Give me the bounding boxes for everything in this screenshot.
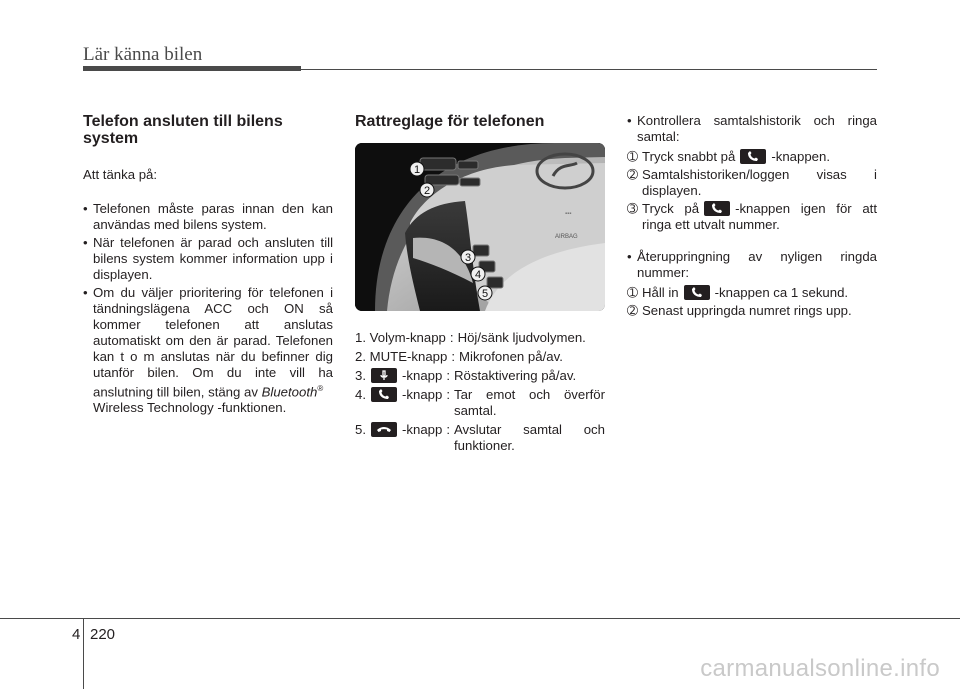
callout-3: 3: [464, 252, 472, 264]
callout-5: 5: [481, 288, 489, 300]
notes-list: [83, 201, 333, 416]
step-item: ➂ Tryck på -knappen igen för att ringa ett utvalt nummer.: [627, 201, 877, 232]
call-icon: [684, 285, 710, 300]
redial-steps: [627, 285, 877, 319]
steering-wheel-figure: [355, 143, 605, 311]
bluetooth-word: Bluetooth: [261, 384, 318, 400]
step-item: ➀ Håll in -knappen ca 1 sekund.: [627, 285, 849, 300]
list-item: • Återuppringning av nyligen ringda nummer:: [627, 249, 877, 281]
airbag-label: AIRBAG: [555, 234, 578, 240]
controls-legend: [355, 330, 605, 457]
chapter-title: Lär känna bilen: [83, 44, 203, 65]
section-heading-controls: Rattreglage för telefonen: [355, 113, 545, 130]
history-list: [627, 113, 877, 145]
page-number: 220: [90, 626, 116, 643]
svg-text:▪▪▪: ▪▪▪: [565, 211, 572, 217]
list-item: • Telefonen måste paras innan den kan användas med bilens system.: [83, 201, 333, 233]
call-icon: [704, 201, 730, 216]
footer-rule: [0, 618, 960, 619]
legend-item: 4. -knapp : Tar emot och överför samtal.: [355, 387, 605, 418]
intro-text: Att tänka på:: [83, 167, 158, 182]
watermark: carmanualsonline.info: [700, 655, 940, 682]
chapter-number: 4: [72, 626, 81, 643]
section-heading-phone: Telefon ansluten till bilens system: [83, 113, 283, 147]
legend-item: 3. -knapp : Röstaktivering på/av.: [355, 368, 577, 383]
column-right: [627, 113, 877, 321]
callout-1: 1: [413, 164, 421, 176]
list-item: • När telefonen är parad och ansluten till bilens system kommer information upp i displayen.: [83, 235, 333, 283]
column-left: [83, 113, 333, 418]
legend-item: 2. MUTE-knapp : Mikrofonen på/av.: [355, 349, 563, 364]
call-icon: [740, 149, 766, 164]
step-item: ➁ Senast uppringda numret rings upp.: [627, 303, 852, 318]
header-rule-thick: [83, 66, 301, 71]
legend-item: 1. Volym-knapp : Höj/sänk ljudvolymen.: [355, 330, 586, 345]
steering-wheel-illustration: [355, 143, 605, 311]
list-item: • Om du väljer prioritering för telefonen i tändningslägena ACC och ON så kommer telefonen att anslutas automatiskt om den är parad. Telefonen kan t o m anslutas när du befinner dig utanför bilen. Om du inte vill ha anslutning till bilen, stäng av Bluetooth® Wireless Technology -funktionen.: [83, 285, 333, 416]
callout-4: 4: [474, 269, 482, 281]
call-icon: [371, 387, 397, 402]
registered-mark: ®: [317, 384, 324, 393]
callout-2: 2: [423, 185, 431, 197]
legend-item: 5. -knapp : Avslutar samtal och funktioner.: [355, 422, 605, 453]
step-item: ➁ Samtalshistoriken/loggen visas i displayen.: [627, 167, 877, 198]
voice-icon: [371, 368, 397, 383]
end-call-icon: [371, 422, 397, 437]
step-item: ➀ Tryck snabbt på -knappen.: [627, 149, 830, 164]
footer-divider: [83, 619, 84, 689]
redial-list: [627, 249, 877, 281]
list-item: • Kontrollera samtalshistorik och ringa samtal:: [627, 113, 877, 145]
history-steps: [627, 149, 877, 233]
header-rule-thin: [301, 69, 877, 70]
